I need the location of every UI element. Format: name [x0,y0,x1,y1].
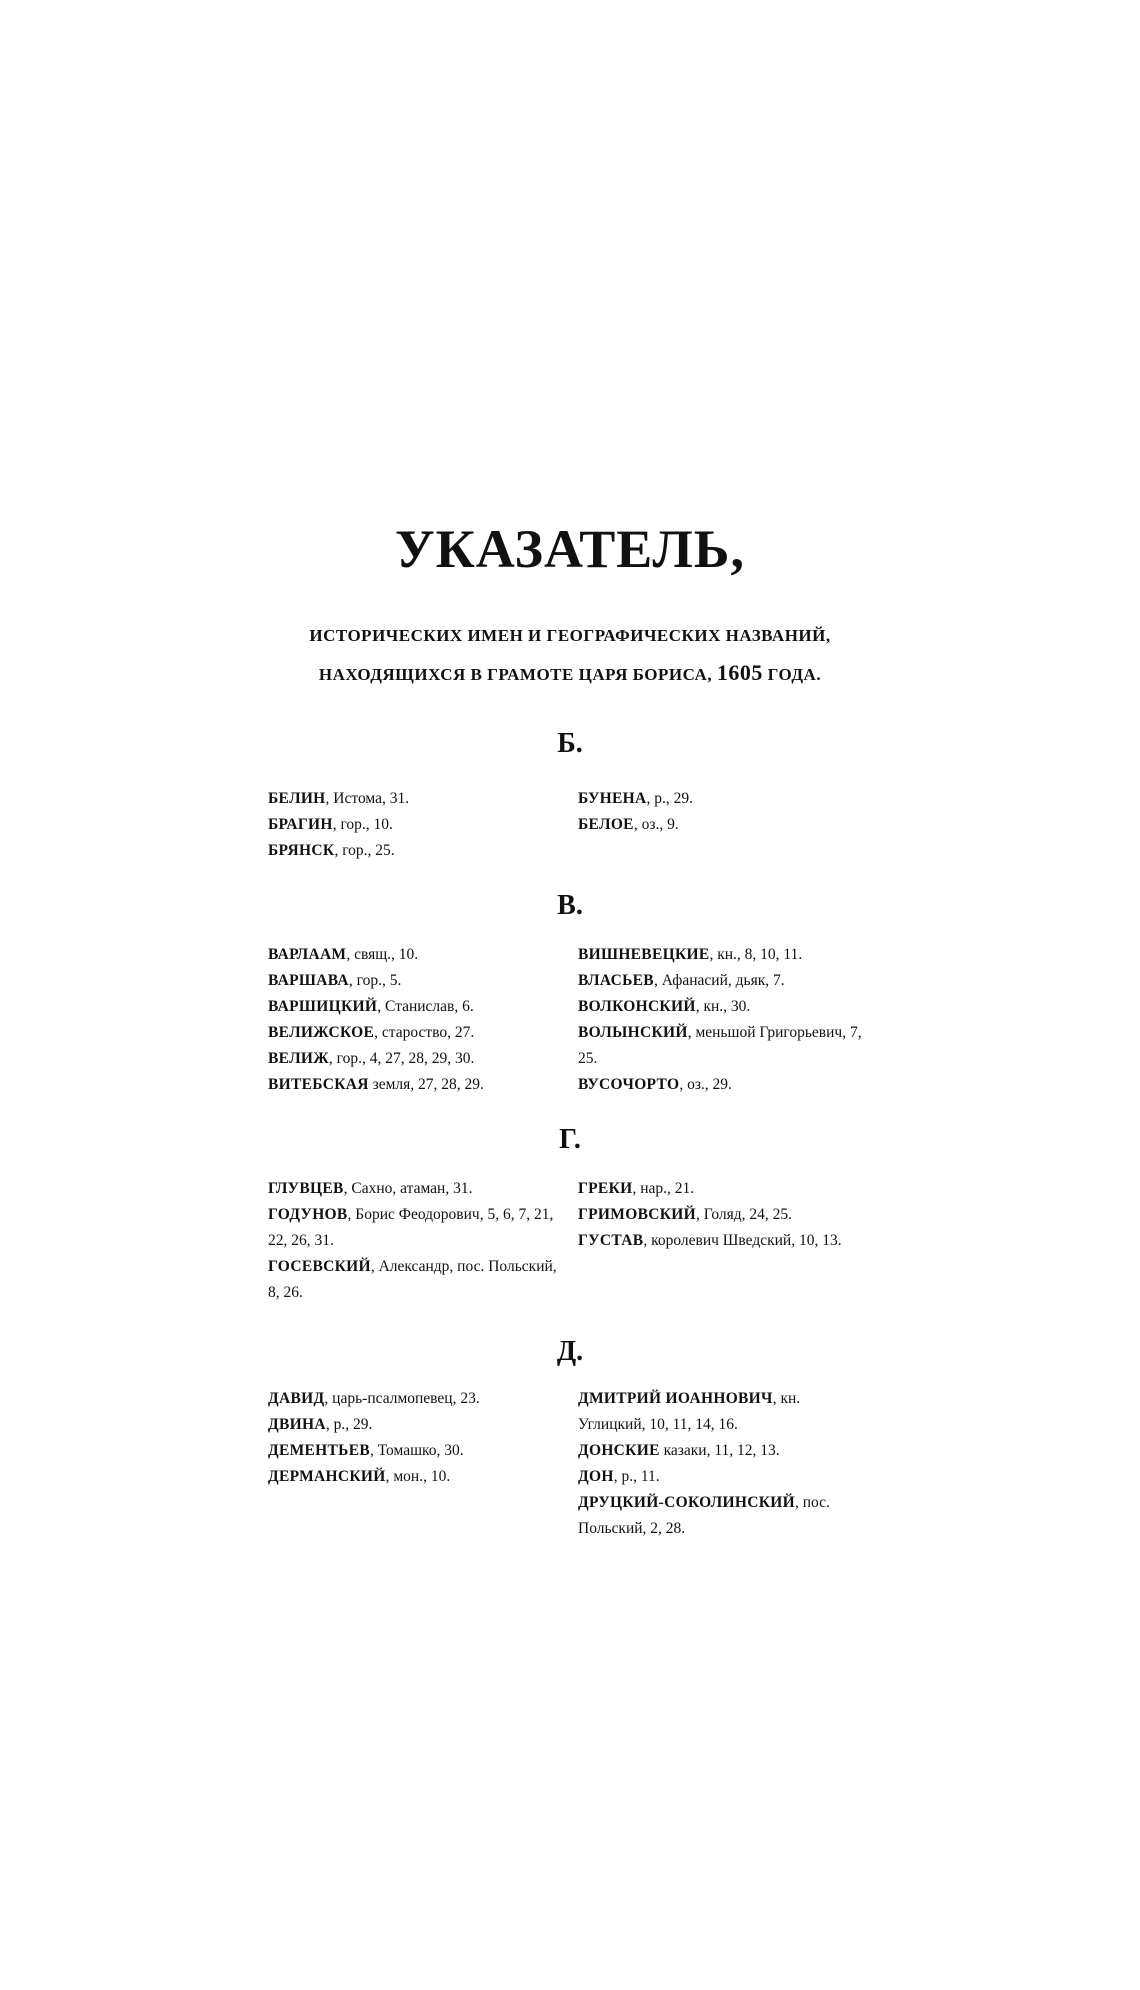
section-v-left-column [268,942,558,1098]
section-d-right-column [578,1386,868,1542]
index-entry: БУНЕНА, р., 29. [578,790,694,807]
index-entry: БЕЛИН, Истома, 31. [268,790,410,807]
section-letter-v: В. [557,890,583,921]
subtitle-line-2-prefix: НАХОДЯЩИХСЯ В ГРАМОТЕ ЦАРЯ БОРИСА, [318,665,713,684]
section-v [268,942,868,1098]
index-entry: ГОДУНОВ, Борис Феодорович, 5, 6, 7, 21, 22, 26, 31. [268,1206,554,1249]
index-entry: ВАРШИЦКИЙ, Станислав, 6. [268,998,474,1015]
section-b [268,786,868,864]
index-entry: ДЕРМАНСКИЙ, мон., 10. [268,1468,451,1485]
index-entry: ВЛАСЬЕВ, Афанасий, дьяк, 7. [578,972,785,989]
section-g-left-column [268,1176,558,1306]
index-entry: ДРУЦКИЙ-СОКОЛИНСКИЙ, пос. Польский, 2, 28. [578,1494,830,1537]
index-entry: ГРИМОВСКИЙ, Голяд, 24, 25. [578,1206,792,1223]
index-entry: ДВИНА, р., 29. [268,1416,373,1433]
section-d-left-column [268,1386,558,1542]
index-entry: ВАРЛААМ, свящ., 10. [268,946,419,963]
index-entry: ВИТЕБСКАЯ земля, 27, 28, 29. [268,1076,484,1093]
index-entry: ДМИТРИЙ ИОАННОВИЧ, кн. Углицкий, 10, 11, 14, 16. [578,1390,801,1433]
section-g-right-column [578,1176,868,1306]
subtitle-year: 1605 [716,660,763,685]
index-entry: ДОНСКИЕ казаки, 11, 12, 13. [578,1442,780,1459]
section-letter-g: Г. [559,1124,581,1155]
page-title: УКАЗАТЕЛЬ, [395,519,745,579]
index-entry: ВИШНЕВЕЦКИЕ, кн., 8, 10, 11. [578,946,803,963]
section-b-left-column [268,786,558,864]
index-entry: БРЯНСК, гор., 25. [268,842,395,859]
index-entry: ДАВИД, царь-псалмопевец, 23. [268,1390,480,1407]
subtitle-line-1: ИСТОРИЧЕСКИХ ИМЕН И ГЕОГРАФИЧЕСКИХ НАЗВАНИЙ, [309,626,831,645]
index-entry: ГОСЕВСКИЙ, Александр, пос. Польский, 8, 26. [268,1258,557,1301]
section-b-right-column [578,786,868,864]
section-g [268,1176,868,1306]
section-letter-d: Д. [556,1336,584,1367]
index-entry: ВЕЛИЖСКОЕ, староство, 27. [268,1024,475,1041]
index-entry: ВАРШАВА, гор., 5. [268,972,402,989]
subtitle-line-2 [0,660,1140,686]
index-entry: БЕЛОЕ, оз., 9. [578,816,679,833]
index-entry: ГЛУВЦЕВ, Сахно, атаман, 31. [268,1180,473,1197]
section-d [268,1386,868,1542]
index-entry: ВУСОЧОРТО, оз., 29. [578,1076,732,1093]
index-entry: ГУСТАВ, королевич Шведский, 10, 13. [578,1232,842,1249]
section-letter-b: Б. [557,728,583,759]
index-entry: ВОЛКОНСКИЙ, кн., 30. [578,998,751,1015]
index-entry: ВЕЛИЖ, гор., 4, 27, 28, 29, 30. [268,1050,475,1067]
subtitle-line-2-suffix: ГОДА. [767,665,822,684]
index-entry: ДОН, р., 11. [578,1468,660,1485]
section-v-right-column [578,942,868,1098]
index-entry: ВОЛЫНСКИЙ, меньшой Григорьевич, 7, 25. [578,1024,862,1067]
index-entry: БРАГИН, гор., 10. [268,816,393,833]
index-entry: ДЕМЕНТЬЕВ, Томашко, 30. [268,1442,464,1459]
index-entry: ГРЕКИ, нар., 21. [578,1180,695,1197]
